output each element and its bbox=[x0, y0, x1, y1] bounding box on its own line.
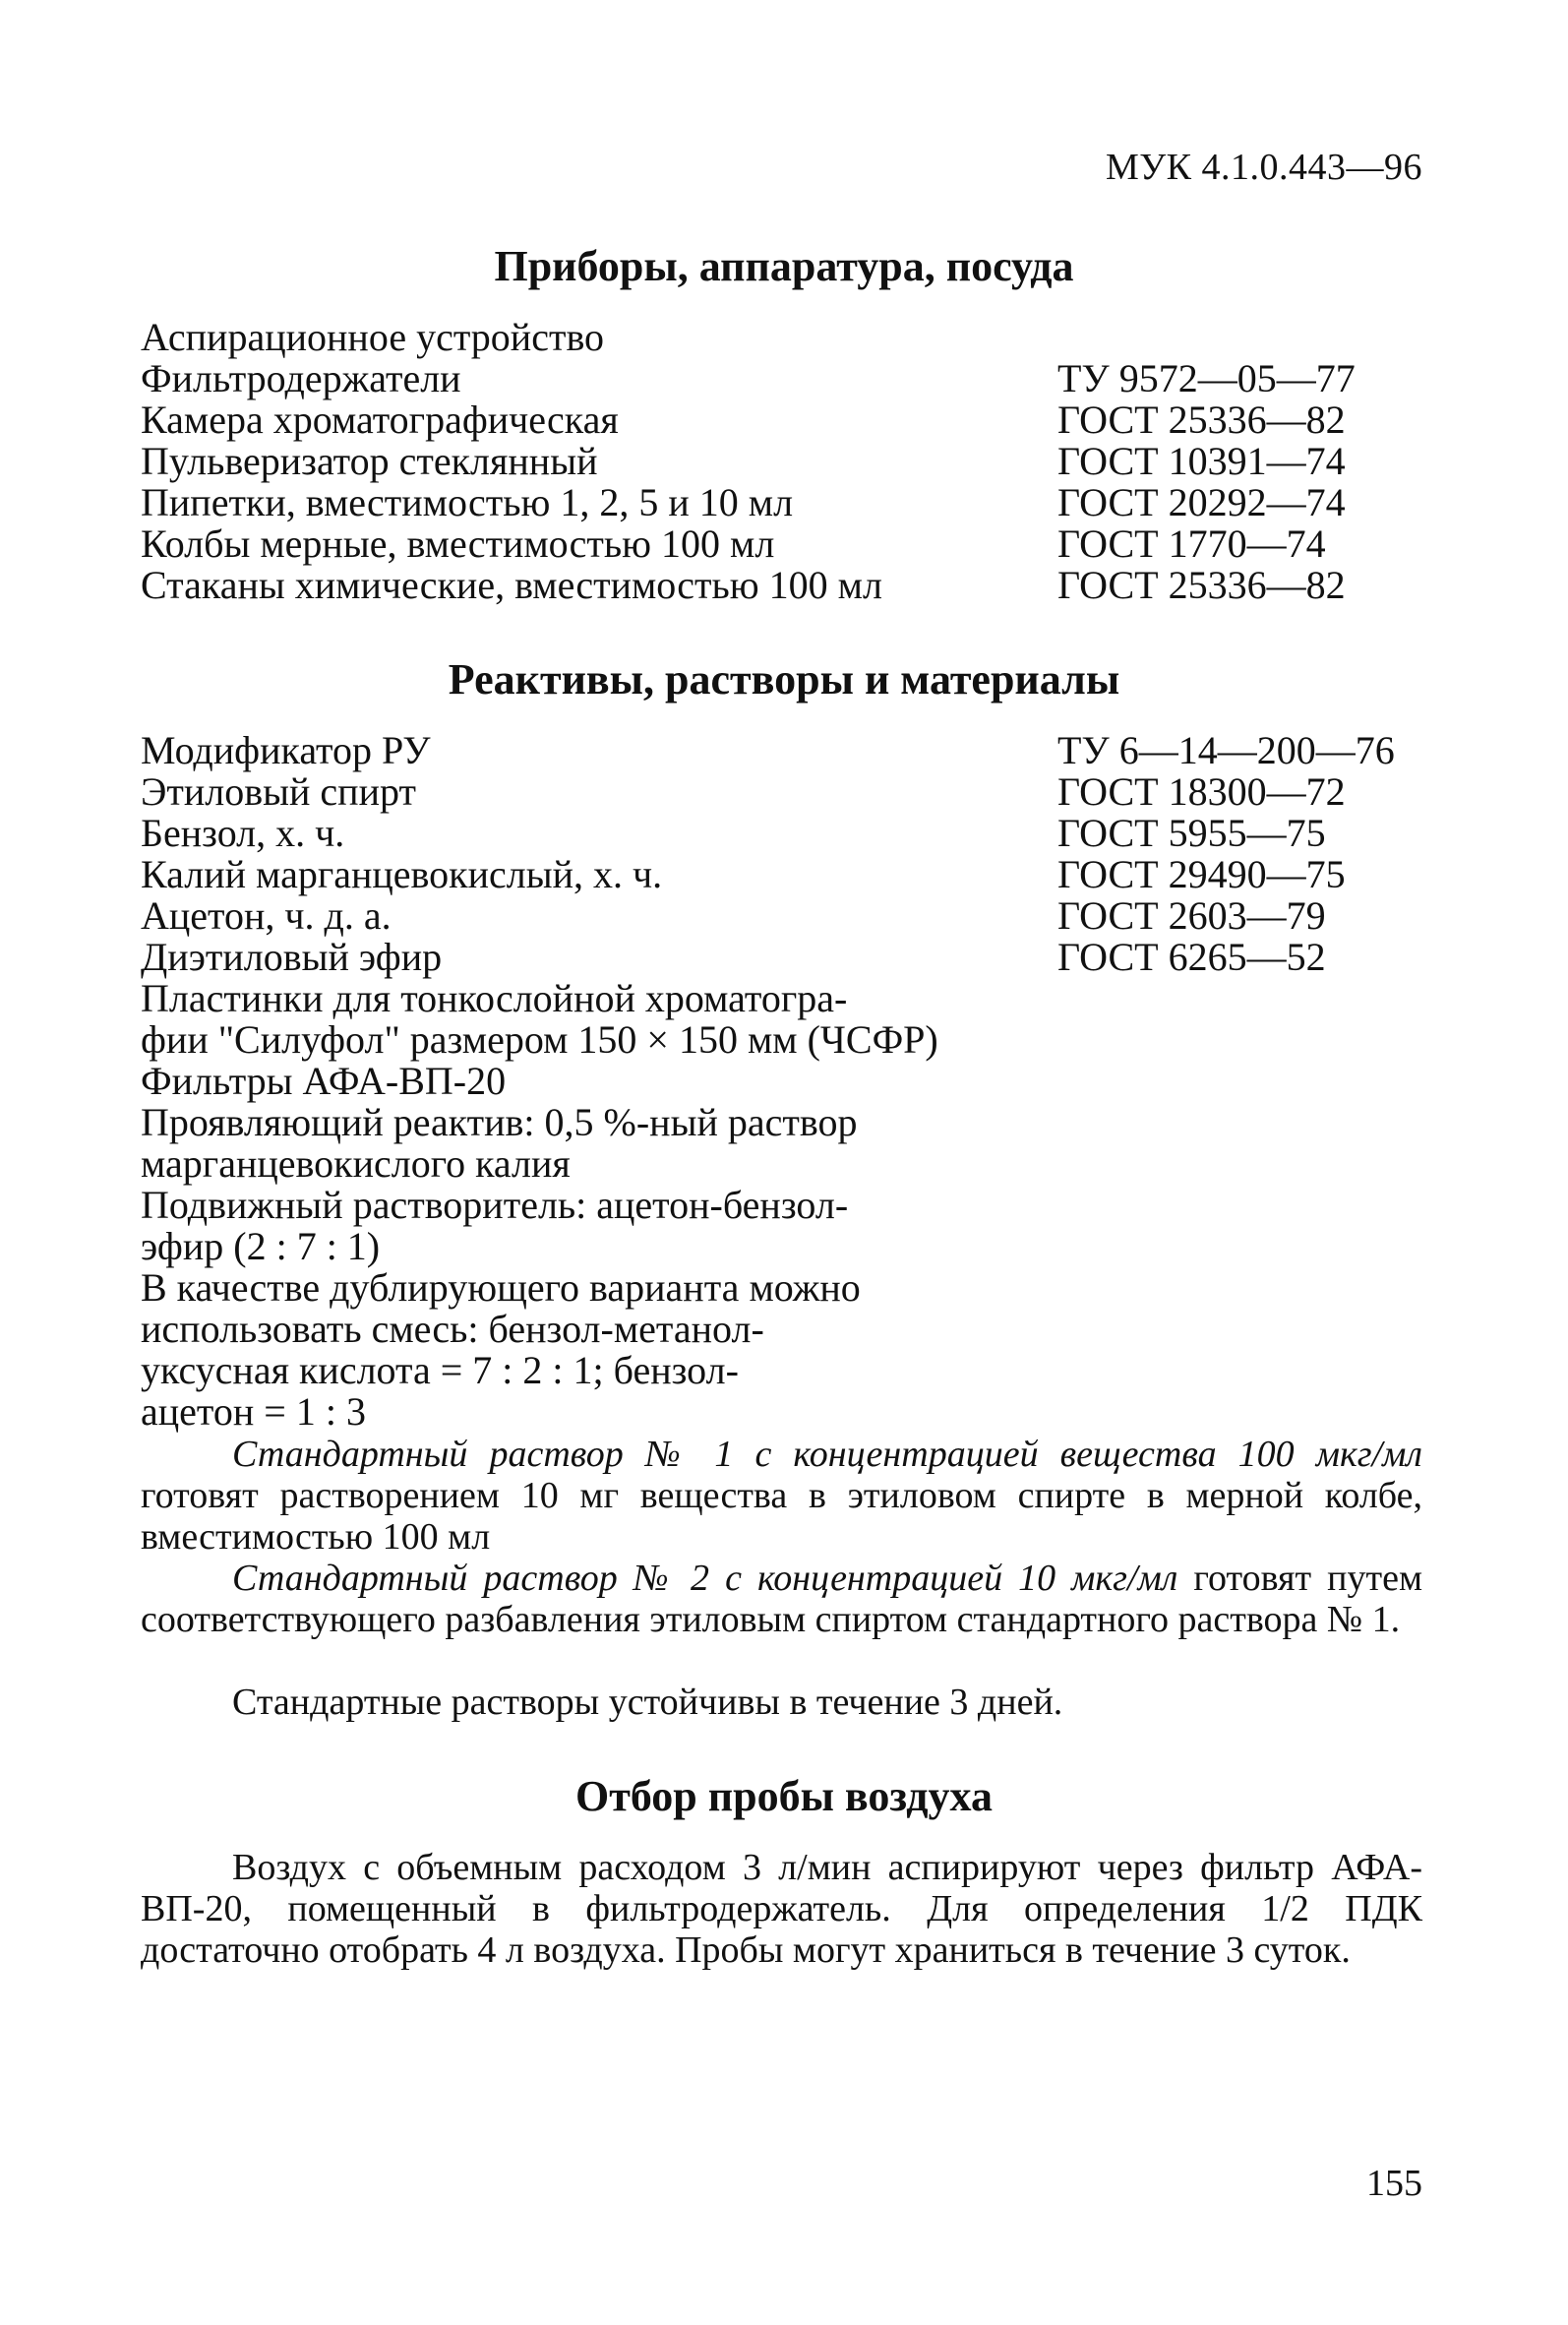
item-standard: ГОСТ 20292—74 bbox=[1057, 480, 1346, 524]
list-item bbox=[141, 854, 1439, 895]
item-name: Подвижный растворитель: ацетон-бензол- bbox=[141, 1183, 849, 1227]
item-name: марганцевокислого калия bbox=[141, 1141, 571, 1186]
item-name: Пипетки, вместимостью 1, 2, 5 и 10 мл bbox=[141, 480, 794, 524]
item-name: уксусная кислота = 7 : 2 : 1; бензол- bbox=[141, 1348, 739, 1392]
standard-solution-2-text: готовят путем соответствующего разбавления этиловым спиртом стандартного раствора № 1. bbox=[141, 1558, 1422, 1640]
item-name: Колбы мерные, вместимостью 100 мл bbox=[141, 521, 775, 566]
item-standard: ГОСТ 1770—74 bbox=[1057, 521, 1326, 566]
item-name: Пластинки для тонкослойной хроматогра- bbox=[141, 976, 848, 1020]
item-standard: ГОСТ 6265—52 bbox=[1057, 935, 1326, 979]
item-name: ацетон = 1 : 3 bbox=[141, 1389, 366, 1434]
list-item bbox=[141, 358, 1439, 399]
item-name: Аспирационное устройство bbox=[141, 315, 605, 359]
list-item bbox=[141, 1185, 1439, 1226]
instruments-section-title: Приборы, аппаратура, посуда bbox=[494, 242, 1074, 290]
list-item bbox=[141, 1309, 1439, 1350]
item-name: Проявляющий реактив: 0,5 %-ный раствор bbox=[141, 1100, 858, 1144]
reagents-list bbox=[141, 730, 1439, 1433]
list-item bbox=[141, 1102, 1439, 1143]
item-name: эфир (2 : 7 : 1) bbox=[141, 1224, 381, 1268]
list-item bbox=[141, 317, 1439, 358]
item-name: Камера хроматографическая bbox=[141, 398, 619, 442]
item-standard: ТУ 6—14—200—76 bbox=[1057, 728, 1395, 772]
item-name: использовать смесь: бензол-метанол- bbox=[141, 1307, 764, 1351]
list-item bbox=[141, 565, 1439, 606]
list-item bbox=[141, 1019, 1439, 1061]
item-name: Пульверизатор стеклянный bbox=[141, 439, 598, 483]
item-standard: ГОСТ 25336—82 bbox=[1057, 398, 1346, 442]
list-item bbox=[141, 482, 1439, 523]
list-item bbox=[141, 523, 1439, 565]
item-name: Стаканы химические, вместимостью 100 мл bbox=[141, 563, 882, 607]
list-item bbox=[141, 895, 1439, 937]
list-item bbox=[141, 813, 1439, 854]
item-standard: ТУ 9572—05—77 bbox=[1057, 356, 1356, 400]
page-number: 155 bbox=[1366, 2163, 1422, 2204]
sampling-text: Воздух с объемным расходом 3 л/мин аспирируют через фильтр АФА-ВП-20, помещенный в фильтродержатель. Для определения 1/2 ПДК достаточно отобрать 4 л воздуха. Пробы могут храниться в течение 3 суток. bbox=[141, 1847, 1422, 1971]
stability-note: Стандартные растворы устойчивы в течение 3 дней. bbox=[232, 1682, 1063, 1723]
list-item bbox=[141, 771, 1439, 813]
list-item bbox=[141, 1391, 1439, 1433]
item-standard: ГОСТ 18300—72 bbox=[1057, 769, 1346, 814]
standard-solution-1-text: готовят растворением 10 мг вещества в этиловом спирте в мерной колбе, вместимостью 100 мл bbox=[141, 1475, 1422, 1558]
document-code: МУК 4.1.0.443—96 bbox=[1105, 147, 1422, 188]
item-name: Этиловый спирт bbox=[141, 769, 416, 814]
item-standard: ГОСТ 2603—79 bbox=[1057, 893, 1326, 938]
item-name: Модификатор РУ bbox=[141, 728, 431, 772]
item-standard: ГОСТ 10391—74 bbox=[1057, 439, 1346, 483]
item-standard: ГОСТ 29490—75 bbox=[1057, 852, 1346, 896]
standard-solution-2-paragraph bbox=[141, 1558, 1422, 1640]
list-item bbox=[141, 441, 1439, 482]
list-item bbox=[141, 399, 1439, 441]
sampling-section-title: Отбор пробы воздуха bbox=[575, 1772, 993, 1820]
standard-solution-1-title: Стандартный раствор № 1 с концентрацией вещества 100 мкг/мл bbox=[232, 1434, 1422, 1475]
item-name: Фильтродержатели bbox=[141, 356, 461, 400]
item-name: Фильтры АФА-ВП-20 bbox=[141, 1059, 507, 1103]
list-item bbox=[141, 730, 1439, 771]
item-standard: ГОСТ 5955—75 bbox=[1057, 811, 1326, 855]
item-name: В качестве дублирующего варианта можно bbox=[141, 1265, 861, 1310]
list-item bbox=[141, 1143, 1439, 1185]
sampling-paragraph bbox=[141, 1847, 1422, 1971]
item-name: Диэтиловый эфир bbox=[141, 935, 443, 979]
item-standard: ГОСТ 25336—82 bbox=[1057, 563, 1346, 607]
list-item bbox=[141, 1350, 1439, 1391]
item-name: Калий марганцевокислый, х. ч. bbox=[141, 852, 663, 896]
list-item bbox=[141, 937, 1439, 978]
item-name: фии "Силуфол" размером 150 × 150 мм (ЧСФР) bbox=[141, 1017, 938, 1062]
list-item bbox=[141, 1061, 1439, 1102]
list-item bbox=[141, 1267, 1439, 1309]
standard-solution-2-title: Стандартный раствор № 2 с концентрацией 10 мкг/мл bbox=[232, 1558, 1178, 1599]
item-name: Бензол, х. ч. bbox=[141, 811, 345, 855]
list-item bbox=[141, 978, 1439, 1019]
standard-solution-1-paragraph bbox=[141, 1434, 1422, 1558]
item-name: Ацетон, ч. д. а. bbox=[141, 893, 392, 938]
instruments-list bbox=[141, 317, 1439, 606]
list-item bbox=[141, 1226, 1439, 1267]
reagents-section-title: Реактивы, растворы и материалы bbox=[448, 655, 1120, 704]
